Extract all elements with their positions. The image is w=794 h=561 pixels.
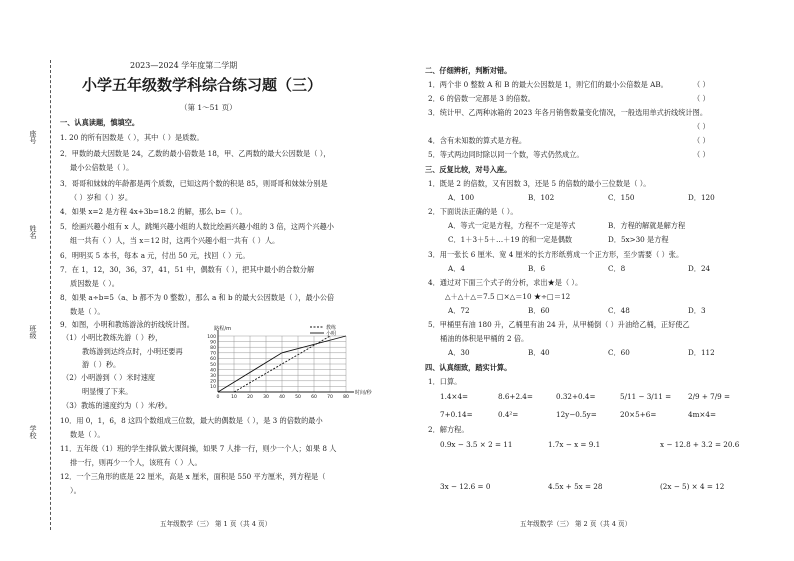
choice-1-b: B．102 <box>528 193 555 202</box>
choice-2-b: B．方程的解就是解方程 <box>608 221 686 230</box>
oral-2-5: 4m×4= <box>688 410 717 419</box>
question-7-cont: 质因数是（ ）。 <box>70 279 119 288</box>
y-tick-label: 30 <box>210 374 216 379</box>
x-tick-label: 40 <box>279 395 285 400</box>
binding-line <box>50 60 51 530</box>
oral-1-1: 1.4×4= <box>440 392 469 401</box>
x-axis-label: 时间/秒 <box>355 390 372 396</box>
question-5-cont: 组一共有（ ）人，当 x＝12 时，这两个兴趣小组一共有（ ）人。 <box>70 236 280 245</box>
judge-4-paren: （ ） <box>693 136 710 145</box>
choice-5-c: C．60 <box>608 348 630 357</box>
judge-5: 5．等式两边同时除以同一个数，等式仍然成立。 <box>428 150 584 159</box>
x-tick-label: 20 <box>247 395 253 400</box>
oral-1-2: 8.6+2.4= <box>498 392 533 401</box>
oral-2-2: 0.4²= <box>498 410 519 419</box>
choice-2-c: C．1＋3＋5＋…＋19 的和一定是偶数 <box>448 235 573 244</box>
oral-2-4: 20×5+6= <box>620 410 657 419</box>
choice-4-d: D．3 <box>688 306 706 315</box>
question-8-cont: 数是（ ）。 <box>70 307 105 316</box>
choice-2-d: D．5x>30 是方程 <box>608 235 669 244</box>
oral-2-1: 7+0.14= <box>440 410 473 419</box>
equation-4: 3x − 12.6 = 0 <box>440 482 491 491</box>
x-tick-label: 70 <box>327 395 333 400</box>
swim-line-chart <box>196 324 372 402</box>
judge-2: 2．6 的倍数一定都是 3 的倍数。 <box>428 94 535 103</box>
choice-4-c: C．48 <box>608 306 630 315</box>
school-label: 学校 <box>29 425 37 439</box>
judge-4: 4．含有未知数的算式是方程。 <box>428 136 527 145</box>
judge-3: 3．统计甲、乙两种冰箱的 2023 年各月销售数量变化情况，一般选用单式折线统计图。 <box>428 108 708 117</box>
question-9-2: （2）小明游到（ ）米时速度 <box>62 373 156 382</box>
question-9-1-b: 教练游到达终点时，小明还要再 <box>82 347 183 356</box>
judge-2-paren: （ ） <box>693 94 710 103</box>
school-year: 2023—2024 学年度第二学期 <box>130 61 238 70</box>
choice-5-b: B．40 <box>528 348 550 357</box>
y-tick-label: 90 <box>210 340 216 346</box>
y-tick-label: 100 <box>207 334 216 340</box>
exam-title: 小学五年级数学科综合练习题（三） <box>82 76 323 94</box>
legend-label-1: 小明 <box>326 330 337 337</box>
section-4-heading: 四、认真细致，踏实计算。 <box>425 363 512 372</box>
x-tick-label: 0 <box>216 395 220 400</box>
equation-6: (2x − 5) × 4 = 12 <box>660 482 725 491</box>
class-label: 班级 <box>29 325 37 339</box>
choice-1-c: C．150 <box>608 193 635 202</box>
page-1-footer: 五年级数学（三） 第 1 页（共 4 页） <box>160 520 272 528</box>
y-tick-label: 40 <box>210 368 216 374</box>
choice-2-a: A．等式一定是方程，方程不一定是等式 <box>448 221 576 230</box>
choice-2: 2．下面说法正确的是（ ）。 <box>428 207 518 216</box>
oral-1-5: 2/9 + 7/9 = <box>688 392 731 401</box>
question-11: 11．五年级（1）班的学生排队做大课间操，如果 7 人排一行，则少一个人；如果 8 人 <box>60 444 337 453</box>
choice-5: 5．甲桶里有油 180 升，乙桶里有油 24 升，从甲桶倒（ ）升油给乙桶，正好使乙 <box>428 320 690 329</box>
question-9: 9．如图，小明和教练游泳的折线统计图。 <box>60 320 194 329</box>
question-9-3: （3）教练的速度约为（ ）米/秒。 <box>62 401 172 410</box>
legend-label-0: 教练 <box>326 324 337 331</box>
choice-3-a: A．4 <box>448 264 465 273</box>
equation-5: 4.5x + 5x = 28 <box>548 482 603 491</box>
choice-4-b: B．60 <box>528 306 550 315</box>
x-tick-label: 50 <box>295 395 301 400</box>
x-tick-label: 80 <box>343 395 349 400</box>
page-range: （第 1～51 页） <box>180 103 237 112</box>
y-axis-label: 路程/m <box>214 326 232 332</box>
question-7: 7．在 1，12，30，36，37，41，51 中，偶数有（ ），把其中最小的合数分解 <box>60 265 315 274</box>
name-label: 姓名 <box>29 225 37 239</box>
x-tick-label: 10 <box>231 395 237 400</box>
seat-label: 座号 <box>29 130 37 144</box>
y-tick-label: 50 <box>210 362 216 368</box>
question-1: 1. 20 的所有因数是（ ），其中（ ）是质数。 <box>60 133 204 142</box>
question-6: 6．明明买 5 本书，每本 a 元，付出 50 元，找回（ ）元。 <box>60 251 250 260</box>
equation-3: x − 12.8 + 3.2 = 20.6 <box>660 440 740 449</box>
question-5: 5．绘画兴趣小组有 x 人，跳绳兴趣小组的人数比绘画兴趣小组的 3 倍，这两个兴趣小 <box>60 222 334 231</box>
oral-2-3: 12y−0.5y= <box>556 410 597 419</box>
question-4: 4．如果 x=2 是方程 4x+3b=18.2 的解，那么 b=（ ）。 <box>60 207 247 216</box>
choice-4-expressions: △＋△＋△＝7.5 □×△＝10 ★÷□＝12 <box>445 292 571 301</box>
judge-3-paren: （ ） <box>693 122 710 131</box>
choice-5-a: A．30 <box>448 348 470 357</box>
x-tick-label: 60 <box>311 395 317 400</box>
oral-calc-heading: 1．口算。 <box>428 377 462 386</box>
question-9-1-c: 游（ ）秒。 <box>82 360 121 369</box>
choice-1-d: D．120 <box>688 193 715 202</box>
question-12: 12．一个三角形的底是 22 厘米，高是 x 厘米，面积是 550 平方厘米，列方程是（ <box>60 472 326 481</box>
choice-3-b: B．6 <box>528 264 546 273</box>
y-tick-label: 70 <box>210 351 216 357</box>
section-2-heading: 二、仔细辨析，判断对错。 <box>425 66 512 75</box>
choice-1: 1．既是 2 的倍数，又有因数 3，还是 5 的倍数的最小三位数是（ ）。 <box>428 179 651 188</box>
question-3: 3．哥哥和妹妹的年龄都是两个质数，已知这两个数的积是 85，则哥哥和妹妹分别是 <box>60 179 328 188</box>
equation-2: 1.7x − x = 9.1 <box>548 440 601 449</box>
question-11-cont: 排一行，则再少一个人，该班有（ ）人。 <box>70 458 202 467</box>
question-2-cont: 最小公倍数是（ ）。 <box>70 163 134 172</box>
section-1-heading: 一、认真读题，慎填空。 <box>60 118 140 127</box>
section-3-heading: 三、反复比较，对号入座。 <box>425 165 512 174</box>
y-tick-label: 80 <box>210 346 216 351</box>
choice-5-cont: 桶油的体积是甲桶的 2 倍。 <box>440 334 529 343</box>
choice-4: 4．通过对下面三个式子的分析，求出★是（ ）。 <box>428 278 583 287</box>
question-3-cont: （ ）岁和（ ）岁。 <box>70 193 133 202</box>
question-9-1: （1）小明比教练先游（ ）秒， <box>62 333 163 342</box>
choice-3: 3．用一张长 6 厘米、宽 4 厘米的长方形纸剪成一个正方形，至少需要（ ）张。 <box>428 250 684 259</box>
judge-1-paren: （ ） <box>693 80 710 89</box>
y-tick-label: 60 <box>210 357 216 363</box>
y-tick-label: 20 <box>210 379 216 385</box>
choice-1-a: A．100 <box>448 193 475 202</box>
judge-5-paren: （ ） <box>693 150 710 159</box>
choice-3-c: C．8 <box>608 264 626 273</box>
choice-5-d: D．112 <box>688 348 715 357</box>
question-9-2-b: 明显慢了下来。 <box>82 387 133 396</box>
y-tick-label: 10 <box>210 385 216 391</box>
equation-1: 0.9x − 3.5 × 2 = 11 <box>440 440 513 449</box>
oral-1-3: 0.32+0.4= <box>556 392 596 401</box>
page-2-footer: 五年级数学（三） 第 2 页（共 4 页） <box>520 520 632 528</box>
oral-1-4: 5/11 − 3/11 = <box>620 392 672 401</box>
question-10: 10．用 0，1，6，8 这四个数组成三位数，最大的偶数是（ ），是 3 的倍数的最小 <box>60 416 323 425</box>
x-tick-label: 30 <box>263 395 269 400</box>
question-10-cont: 数是（ ）。 <box>70 430 105 439</box>
choice-3-d: D．24 <box>688 264 711 273</box>
judge-1: 1．两个非 0 整数 A 和 B 的最大公因数是 1，则它们的最小公倍数是 AB。 <box>428 80 668 89</box>
solve-heading: 2．解方程。 <box>428 425 469 434</box>
choice-4-a: A．72 <box>448 306 470 315</box>
question-2: 2．甲数的最大因数是 24，乙数的最小倍数是 18，甲、乙两数的最大公因数是（ ）， <box>60 149 331 158</box>
question-8: 8．如果 a÷b=5（a、b 都不为 0 整数），那么 a 和 b 的最大公因数是（ ），最小公倍 <box>60 293 335 302</box>
question-12-cont: ）。 <box>70 486 81 495</box>
